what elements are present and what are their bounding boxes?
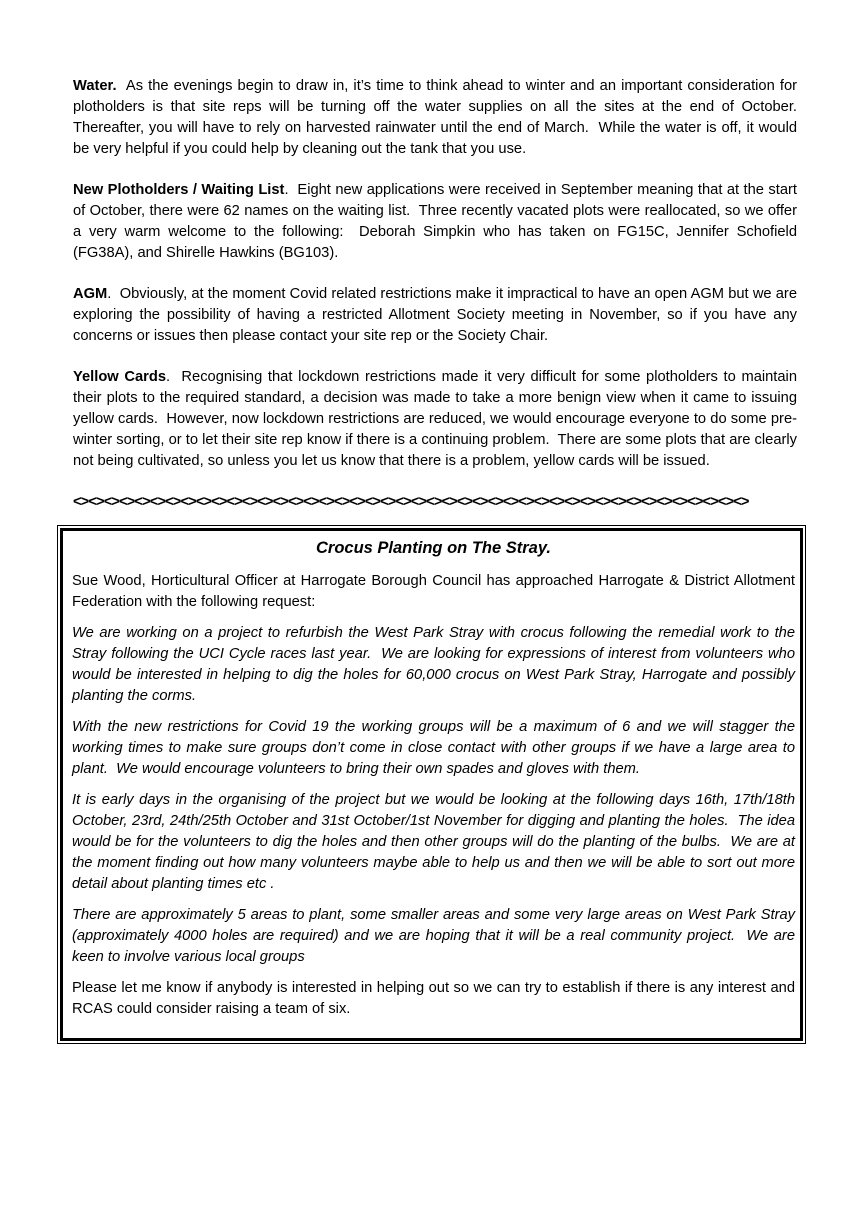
crocus-notice-box-inner [60,528,803,1041]
crocus-box-title: Crocus Planting on The Stray. [315,539,551,557]
paragraph-agm-lead: AGM [73,286,108,302]
paragraph-yellow-cards-lead: Yellow Cards [73,369,167,385]
separator-line: <><><><><><><><><><><><><><><><><><><><><><><><><><><><><><><><><><><><><><><><><><><><> [73,494,749,510]
box-closing-paragraph: Please let me know if anybody is interested in helping out so we can try to establish if there is any interest and RCAS could consider raising a team of six. [72,980,800,1017]
box-intro-paragraph: Sue Wood, Horticultural Officer at Harrogate Borough Council has approached Harrogate & District Allotment Federation with the following request: [72,573,800,610]
paragraph-new-plotholders-lead: New Plotholders / Waiting List [73,182,285,198]
paragraph-water [73,76,806,160]
paragraph-agm-body: . Obviously, at the moment Covid related restrictions make it impractical to have an open AGM but we are exploring the possibility of having a restricted Allotment Society meeting in November, so if you have any concerns or issues then please contact your site rep or the Society Chair. [73,286,802,344]
paragraph-new-plotholders-body: . Eight new applications were received in September meaning that at the start of October, there were 62 names on the waiting list. Three recently vacated plots were reallocated, so we offer a very warm welcome to the following: Deborah Simpkin who has taken on FG15C, Jennifer Schofield (FG38A), and Shirelle Hawkins (BG103). [73,182,802,261]
box-request-paragraph-2: With the new restrictions for Covid 19 the working groups will be a maximum of 6 and we will stagger the working times to make sure groups don’t come in close contact with other groups if we have a large area to plant. We would encourage volunteers to bring their own spades and gloves with them. [72,719,800,777]
paragraph-new-plotholders [73,180,802,264]
paragraph-yellow-cards [73,367,802,472]
box-request-paragraph-4: There are approximately 5 areas to plant, some smaller areas and some very large areas on West Park Stray (approximately 4000 holes are required) and we are hoping that it will be a real community project. We are keen to involve various local groups [72,907,800,965]
box-request-paragraph-3: It is early days in the organising of the project but we would be looking at the following days 16th, 17th/18th October, 23rd, 24th/25th October and 31st October/1st November for digging and planting the holes. The idea would be for the volunteers to dig the holes and then other groups will do the planting of the bulbs. We are at the moment finding out how many volunteers maybe able to help us and then we will be able to sort out more detail about planting times etc . [72,792,800,892]
crocus-notice-box [57,525,806,1044]
box-request-paragraph-1: We are working on a project to refurbish the West Park Stray with crocus following the remedial work to the Stray following the UCI Cycle races last year. We are looking for expressions of interest from volunteers who would be interested in helping to dig the holes for 60,000 crocus on West Park Stray, Harrogate and possibly planting the corms. [72,625,800,704]
paragraph-yellow-cards-body: . Recognising that lockdown restrictions made it very difficult for some plotholders to maintain their plots to the required standard, a decision was made to take a more benign view when it came to issuing yellow cards. However, now lockdown restrictions are reduced, we would encourage everyone to do some pre-winter sorting, or to let their site rep know if there is a continuing problem. There are some plots that are clearly not being cultivated, so unless you let us know that there is a problem, yellow cards will be issued. [73,369,802,469]
paragraph-water-lead: Water. [73,78,117,94]
paragraph-water-body: As the evenings begin to draw in, it’s time to think ahead to winter and an important consideration for plotholders is that site reps will be turning off the water supplies on all the sites at the end of October. Thereafter, you will have to rely on harvested rainwater until the end of March. While the water is off, it would be very helpful if you could help by cleaning out the tank that you use. [73,78,806,157]
paragraph-agm [73,284,802,347]
